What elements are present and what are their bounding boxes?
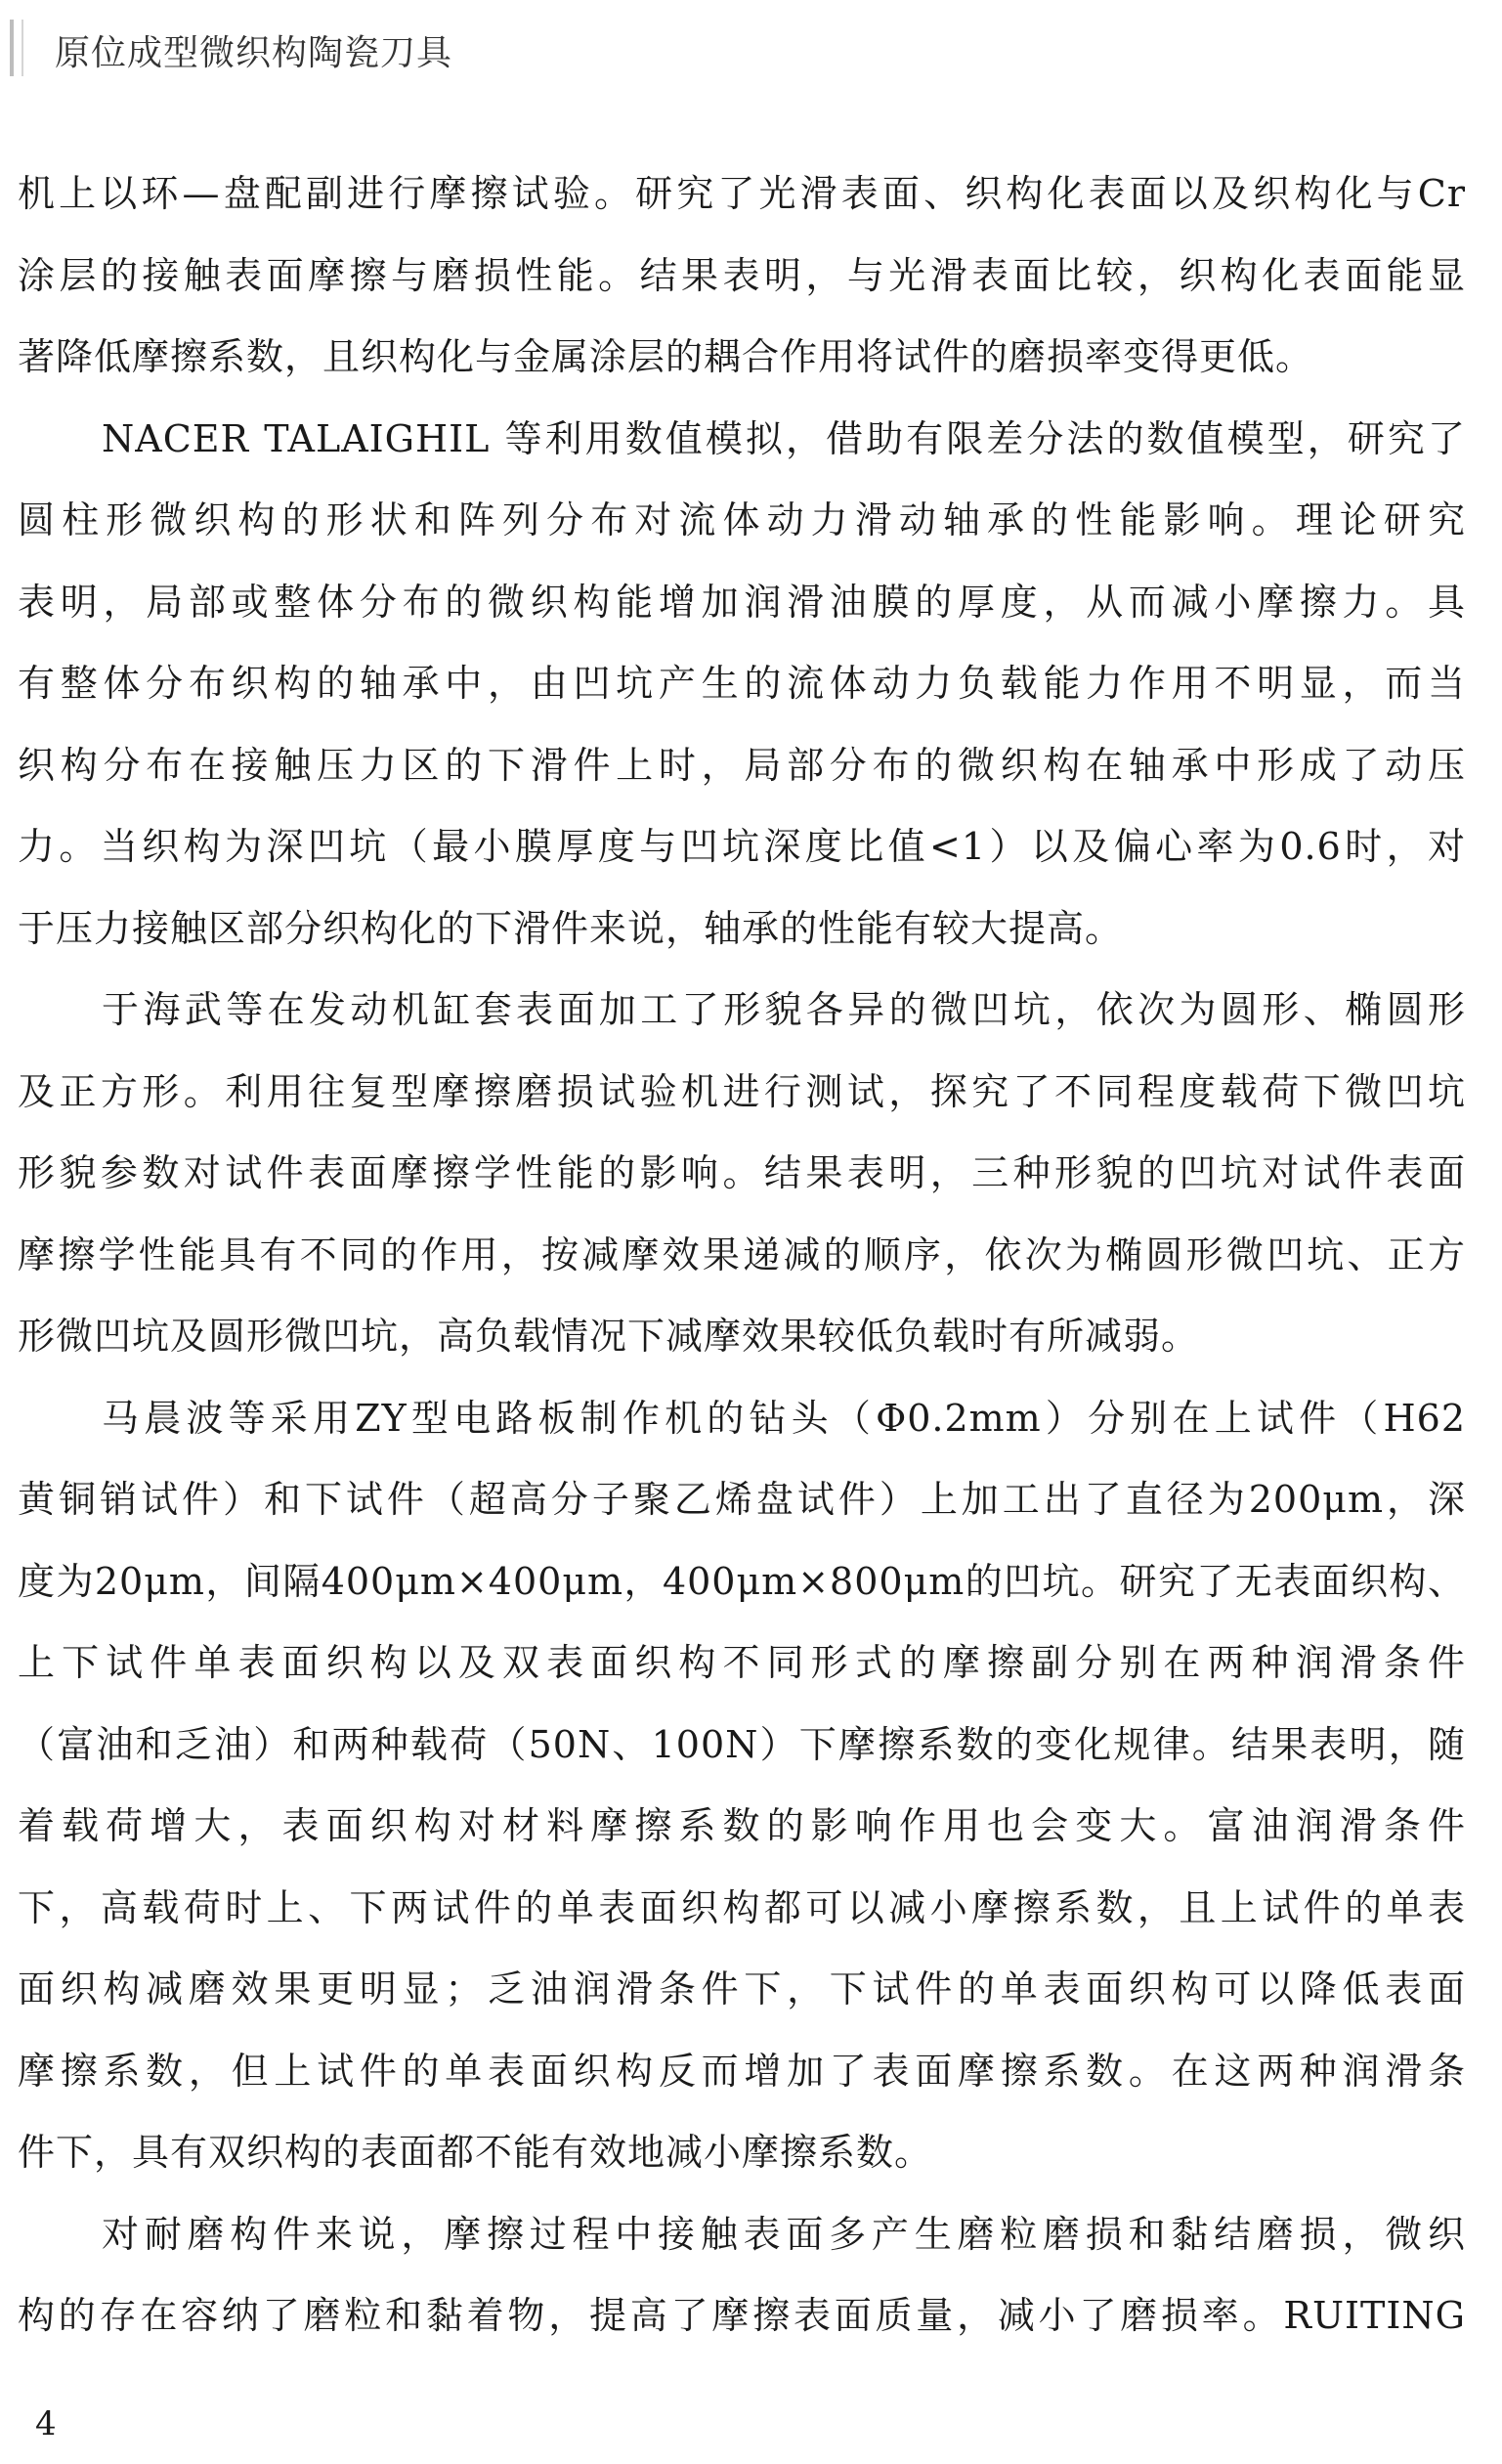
running-header-title: 原位成型微织构陶瓷刀具: [55, 33, 453, 73]
paragraph-first-line: 于海武等在发动机缸套表面加工了形貌各异的微凹坑，依次为圆形、椭圆形: [102, 988, 1466, 1031]
body-text: [18, 164, 1466, 2368]
text-line: 上下试件单表面织构以及双表面织构不同形式的摩擦副分别在两种润滑条件: [18, 1641, 1466, 1684]
running-header: [0, 0, 1502, 88]
page-number: 4: [35, 2404, 57, 2443]
text-line: 黄铜销试件）和下试件（超高分子聚乙烯盘试件）上加工出了直径为200μm，深: [18, 1478, 1466, 1521]
paragraph-first-line: NACER TALAIGHIL 等利用数值模拟，借助有限差分法的数值模型，研究了: [102, 416, 1466, 460]
text-line: 于压力接触区部分织构化的下滑件来说，轴承的性能有较大提高。: [18, 906, 1124, 950]
text-line: 摩擦学性能具有不同的作用，按减摩效果递减的顺序，依次为椭圆形微凹坑、正方: [18, 1232, 1466, 1276]
text-line: （富油和乏油）和两种载荷（50N、100N）下摩擦系数的变化规律。结果表明，随: [18, 1722, 1466, 1766]
text-line: 形貌参数对试件表面摩擦学性能的影响。结果表明，三种形貌的凹坑对试件表面: [18, 1151, 1466, 1194]
header-rule: [10, 20, 14, 76]
text-line: 织构分布在接触压力区的下滑件上时，局部分布的微织构在轴承中形成了动压: [18, 743, 1466, 787]
text-line: 力。当织构为深凹坑（最小膜厚度与凹坑深度比值<1）以及偏心率为0.6时，对: [18, 825, 1466, 868]
text-line: 表明，局部或整体分布的微织构能增加润滑油膜的厚度，从而减小摩擦力。具: [18, 580, 1466, 624]
text-line: 着载荷增大，表面织构对材料摩擦系数的影响作用也会变大。富油润滑条件: [18, 1804, 1466, 1847]
paragraph-first-line: 马晨波等采用ZY型电路板制作机的钻头（Φ0.2mm）分别在上试件（H62: [102, 1396, 1466, 1440]
text-line: 摩擦系数，但上试件的单表面织构反而增加了表面摩擦系数。在这两种润滑条: [18, 2049, 1466, 2093]
text-line: 有整体分布织构的轴承中，由凹坑产生的流体动力负载能力作用不明显，而当: [18, 662, 1466, 705]
header-rule-secondary: [21, 20, 23, 76]
text-line: 及正方形。利用往复型摩擦磨损试验机进行测试，探究了不同程度载荷下微凹坑: [18, 1069, 1466, 1113]
text-line: 形微凹坑及圆形微凹坑，高负载情况下减摩效果较低负载时有所减弱。: [18, 1315, 1200, 1358]
text-line: 度为20μm，间隔400μm×400μm，400μm×800μm的凹坑。研究了无表面织构、: [18, 1559, 1466, 1603]
text-line: 涂层的接触表面摩擦与磨损性能。结果表明，与光滑表面比较，织构化表面能显: [18, 253, 1466, 297]
text-line: 构的存在容纳了磨粒和黏着物，提高了摩擦表面质量，减小了磨损率。RUITING: [18, 2294, 1466, 2337]
paragraph-first-line: 对耐磨构件来说，摩擦过程中接触表面多产生磨粒磨损和黏结磨损，微织: [102, 2212, 1466, 2256]
text-line: 机上以环—盘配副进行摩擦试验。研究了光滑表面、织构化表面以及织构化与Cr: [18, 172, 1466, 215]
text-line: 圆柱形微织构的形状和阵列分布对流体动力滑动轴承的性能影响。理论研究: [18, 498, 1466, 541]
text-line: 下，高载荷时上、下两试件的单表面织构都可以减小摩擦系数，且上试件的单表: [18, 1885, 1466, 1929]
text-line: 著降低摩擦系数，且织构化与金属涂层的耦合作用将试件的磨损率变得更低。: [18, 335, 1314, 378]
text-line: 件下，具有双织构的表面都不能有效地减小摩擦系数。: [18, 2131, 933, 2174]
text-line: 面织构减磨效果更明显；乏油润滑条件下，下试件的单表面织构可以降低表面: [18, 1967, 1466, 2010]
